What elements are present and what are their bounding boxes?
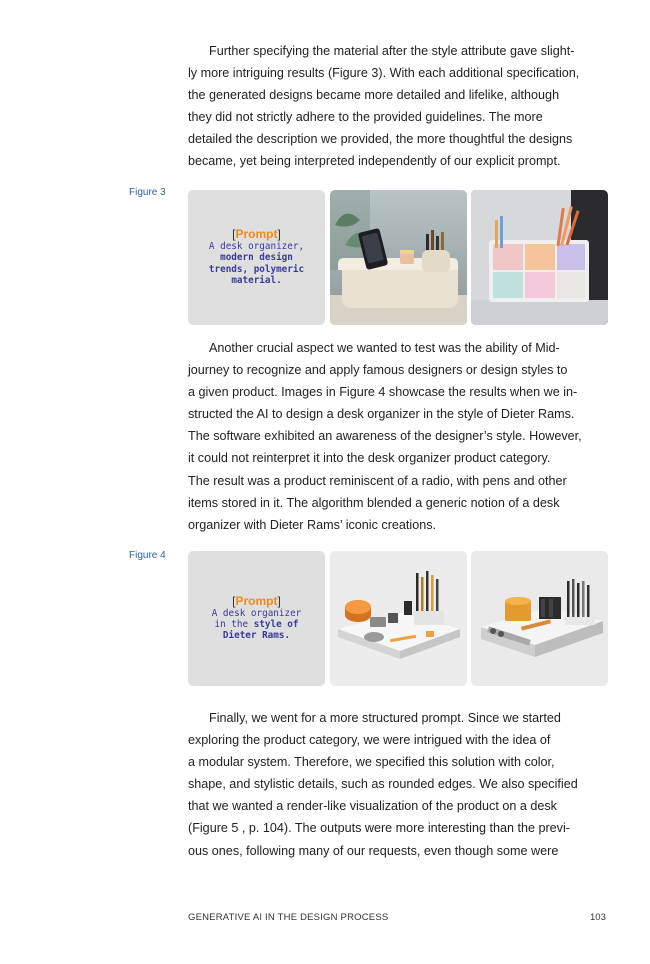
text-line: items stored in it. The algorithm blended a generic notion of a desk (188, 495, 560, 510)
text-line: The result was a product reminiscent of a radio, with pens and other (188, 473, 567, 488)
figure-3 (188, 190, 608, 325)
prompt-line: A desk organizer (211, 607, 302, 619)
paragraph-2 (188, 337, 608, 536)
running-title: GENERATIVE AI IN THE DESIGN PROCESS (188, 912, 389, 923)
figure-3-prompt-card (188, 190, 325, 325)
prompt-line: modern design (220, 252, 293, 264)
text-line: (Figure 5 , p. 104). The outputs were more interesting than the previ- (188, 821, 570, 836)
text-line: that we wanted a render-like visualization of the product on a desk (188, 799, 557, 814)
figure-3-image-pastel-organizer (471, 190, 608, 325)
text-line: Further specifying the material after the style attribute gave slight- (209, 44, 575, 58)
text-line: Finally, we went for a more structured prompt. Since we started (209, 711, 561, 725)
text-line: The software exhibited an awareness of the designer’s style. However, (188, 429, 582, 444)
figure-4-image-radio-organizer (471, 551, 608, 686)
prompt-line: in the style of (214, 619, 299, 630)
text-line: a given product. Images in Figure 4 showcase the results when we in- (188, 385, 578, 400)
prompt-heading: [Prompt] (232, 226, 281, 241)
figure-4 (188, 551, 608, 686)
paragraph-3 (188, 707, 608, 862)
text-line: organizer with Dieter Rams’ iconic creations. (188, 517, 437, 532)
prompt-text (208, 226, 305, 286)
prompt-line: material. (231, 274, 282, 286)
text-line: it could not reinterpret it into the desk organizer product category. (188, 451, 551, 466)
figure-4-label: Figure 4 (129, 550, 166, 561)
figure-4-image-white-tray-organizer (330, 551, 467, 686)
text-line: journey to recognize and apply famous designers or design styles to (188, 363, 568, 378)
figure-3-image-beige-organizer (330, 190, 467, 325)
page-number: 103 (590, 912, 606, 923)
text-line: detailed the description we provided, the more thoughtful the designs (188, 132, 573, 147)
prompt-line: Dieter Rams. (222, 630, 291, 642)
prompt-keyword: Prompt (235, 226, 278, 241)
prompt-keyword: Prompt (235, 593, 278, 608)
text-line: they did not strictly adhere to the provided guidelines. The more (188, 110, 543, 125)
text-line: Another crucial aspect we wanted to test was the ability of Mid- (209, 341, 560, 355)
figure-3-label: Figure 3 (129, 187, 166, 198)
text-line: ous ones, following many of our requests, even though some were (188, 843, 559, 858)
prompt-line: trends, polymeric (208, 263, 305, 275)
prompt-text (211, 593, 302, 642)
text-line: shape, and stylistic details, such as rounded edges. We also specified (188, 777, 578, 792)
paragraph-1 (188, 40, 608, 173)
prompt-line: A desk organizer, (208, 241, 305, 253)
text-line: ly more intriguing results (Figure 3). With each additional specification, (188, 66, 580, 81)
text-line: a modular system. Therefore, we specified this solution with color, (188, 755, 555, 770)
text-line: structed the AI to design a desk organizer in the style of Dieter Rams. (188, 407, 575, 422)
text-line: became, yet being interpreted independently of our explicit prompt. (188, 154, 561, 169)
figure-4-prompt-card (188, 551, 325, 686)
text-line: exploring the product category, we were intrigued with the idea of (188, 733, 551, 748)
text-line: the generated designs became more detailed and lifelike, although (188, 88, 560, 103)
prompt-heading: [Prompt] (232, 593, 281, 608)
